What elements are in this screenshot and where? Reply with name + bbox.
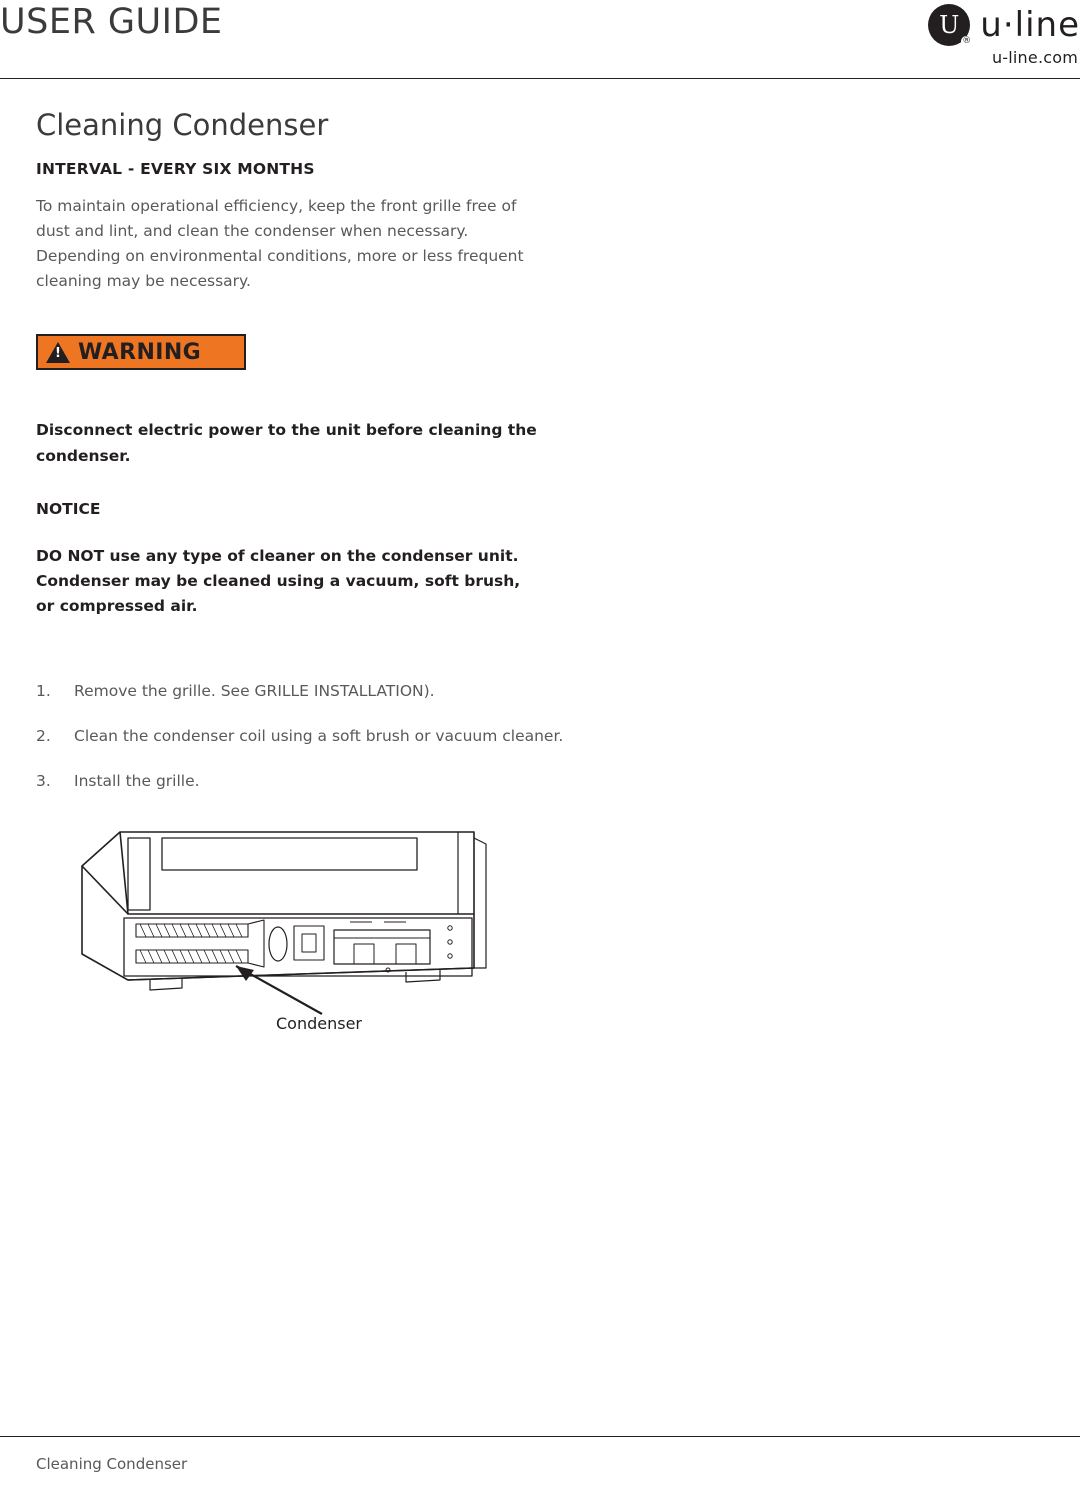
notice-label: NOTICE: [36, 499, 101, 518]
page-content: [0, 108, 1080, 1048]
brand-url: u-line.com: [991, 48, 1078, 67]
brand-logo: [928, 4, 1080, 67]
uline-circle-icon: [928, 4, 970, 46]
page-title: USER GUIDE: [0, 2, 223, 42]
registered-trademark-icon: ®: [962, 36, 972, 46]
warning-banner: [36, 334, 246, 370]
brand-wordmark: u·line: [980, 5, 1080, 45]
list-item: [36, 679, 584, 704]
condenser-figure: [54, 818, 514, 1048]
footer-text: Cleaning Condenser: [36, 1455, 188, 1473]
figure-caption: Condenser: [276, 1014, 362, 1034]
brand-row: [928, 4, 1080, 46]
warning-text: Disconnect electric power to the unit before cleaning the condenser.: [36, 421, 537, 465]
step-text: Clean the condenser coil using a soft brush or vacuum cleaner.: [74, 727, 564, 746]
notice-text: DO NOT use any type of cleaner on the condenser unit. Condenser may be cleaned using a vacuum, soft brush, or compressed air.: [36, 546, 521, 615]
warning-triangle-icon: [46, 342, 70, 363]
step-number: 1.: [36, 682, 51, 701]
brand-mark-letter: U: [939, 11, 960, 39]
step-text: Remove the grille. See GRILLE INSTALLATION).: [74, 682, 435, 701]
page-header: [0, 0, 1080, 78]
footer-divider: [0, 1436, 1080, 1437]
warning-label: WARNING: [78, 339, 202, 365]
header-divider: [0, 78, 1080, 79]
list-item: [36, 769, 584, 794]
interval-heading: INTERVAL - EVERY SIX MONTHS: [36, 160, 315, 178]
step-number: 3.: [36, 772, 51, 791]
step-text: Install the grille.: [74, 772, 200, 791]
steps-list: [36, 679, 1044, 794]
intro-paragraph: To maintain operational efficiency, keep the front grille free of dust and lint, and clean the condenser when necessary. Depending on environmental conditions, more or less frequent cleaning may be necessary.: [36, 197, 524, 291]
section-title: Cleaning Condenser: [36, 108, 329, 142]
step-number: 2.: [36, 727, 51, 746]
list-item: [36, 724, 584, 749]
